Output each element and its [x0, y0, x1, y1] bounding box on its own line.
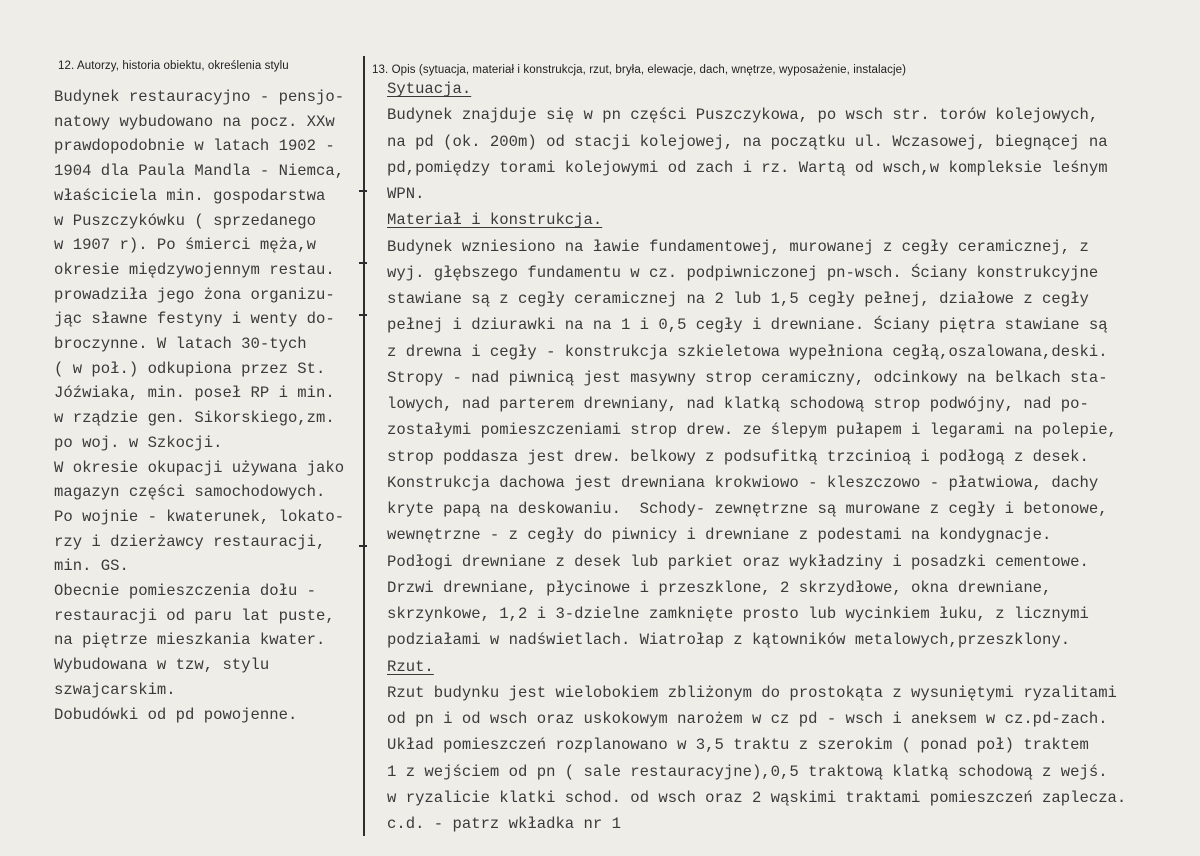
- description-line: 1 z wejściem od pn ( sale restauracyjne),0,5 traktową klatką schodową z wejś.: [387, 762, 1108, 781]
- history-line: rzy i dzierżawcy restauracji,: [54, 532, 326, 551]
- description-line: w ryzalicie klatki schod. od wsch oraz 2 wąskimi traktami pomieszczeń zaplecza.: [387, 788, 1127, 807]
- description-line: WPN.: [387, 185, 425, 203]
- description-line: strop poddasza jest drew. belkowy z podsufitką trzcinioą i podłogą z desek.: [387, 447, 1089, 466]
- description-line: pełnej i dziurawki na na 1 i 0,5 cegły i drewniane. Ściany piętra stawiane są: [387, 316, 1108, 335]
- description-line: stawiane są z cegły ceramicznej na 2 lub 1,5 cegły pełnej, działowe z cegły: [387, 290, 1089, 308]
- history-line: ( w poł.) odkupiona przez St.: [54, 359, 326, 378]
- history-line: szwajcarskim.: [54, 680, 176, 699]
- divider-tick: [359, 314, 367, 316]
- description-line: Konstrukcja dachowa jest drewniana krokwiowo - kleszczowo - płatwiowa, dachy: [387, 473, 1099, 492]
- history-line: w rządzie gen. Sikorskiego,zm.: [54, 409, 335, 428]
- history-line: restauracji od paru lat puste,: [54, 606, 335, 625]
- section-heading: Materiał i konstrukcja.: [387, 211, 603, 230]
- description-line: skrzynkowe, 1,2 i 3-dzielne zamknięte prosto lub wycinkiem łuku, z licznymi: [387, 605, 1089, 623]
- description-line: na pd (ok. 200m) od stacji kolejowej, na początku ul. Wczasowej, biegnącej na: [387, 132, 1108, 151]
- description-line: od pn i od wsch oraz uskokowym narożem w cz pd - wsch i aneksem w cz.pd-zach.: [387, 710, 1108, 728]
- history-line: po woj. w Szkocji.: [54, 433, 223, 452]
- description-line: Budynek wzniesiono na ławie fundamentowej, murowanej z cegły ceramicznej, z: [387, 237, 1089, 256]
- section-heading: Sytuacja.: [387, 80, 472, 98]
- description-line: c.d. - patrz wkładka nr 1: [387, 815, 621, 833]
- history-line: Jóźwiaka, min. poseł RP i min.: [54, 384, 335, 403]
- history-line: w Puszczykówku ( sprzedanego: [54, 211, 317, 230]
- history-line: natowy wybudowano na pocz. XXw: [54, 112, 335, 131]
- description-line: wyj. głębszego fundamentu w cz. podpiwniczonej pn-wsch. Ściany konstrukcyjne: [387, 263, 1099, 282]
- description-line: kryte papą na deskowaniu. Schody- zewnętrzne są murowane z cegły i betonowe,: [387, 500, 1108, 518]
- left-column-header: 12. Autorzy, historia obiektu, określenia stylu: [58, 60, 289, 72]
- description-line: podziałami w nadświetlach. Wiatrołap z kątowników metalowych,przeszklony.: [387, 631, 1071, 650]
- history-line: prawdopodobnie w latach 1902 -: [54, 137, 335, 156]
- divider-tick: [359, 545, 367, 547]
- divider-tick: [359, 262, 367, 264]
- history-line: właściciela min. gospodarstwa: [54, 186, 326, 205]
- right-column-header: 13. Opis (sytuacja, materiał i konstrukcja, rzut, bryła, elewacje, dach, wnętrze, wyposażenie, instalacje): [372, 64, 907, 76]
- divider-tick: [359, 190, 367, 192]
- description-line: z drewna i cegły - konstrukcja szkieletowa wypełniona cegłą,oszalowana,deski.: [387, 342, 1108, 361]
- history-line: okresie międzywojennym restau.: [54, 260, 335, 279]
- history-line: min. GS.: [54, 557, 129, 576]
- description-line: Układ pomieszczeń rozplanowano w 3,5 traktu z szerokim ( ponad poł) traktem: [387, 736, 1089, 755]
- history-line: jąc sławne festyny i wenty do-: [54, 310, 335, 329]
- description-line: Drzwi drewniane, płycinowe i przeszklone, 2 skrzydłowe, okna drewniane,: [387, 578, 1052, 597]
- history-line: w 1907 r). Po śmierci męża,w: [54, 236, 317, 255]
- section-heading: Rzut.: [387, 657, 434, 676]
- description-line: wewnętrzne - z cegły do piwnicy i drewniane z podestami na kondygnacje.: [387, 526, 1052, 545]
- history-line: 1904 dla Paula Mandla - Niemca,: [54, 162, 345, 181]
- history-line: prowadziła jego żona organizu-: [54, 285, 335, 304]
- description-line: Budynek znajduje się w pn części Puszczykowa, po wsch str. torów kolejowych,: [387, 106, 1099, 125]
- description-line: zostałymi pomieszczeniami strop drew. ze ślepym pułapem i legarami na polepie,: [387, 421, 1117, 440]
- history-line: W okresie okupacji używana jako: [54, 458, 345, 477]
- history-line: Po wojnie - kwaterunek, lokato-: [54, 507, 345, 526]
- history-line: broczynne. W latach 30-tych: [54, 335, 307, 353]
- description-line: Stropy - nad piwnicą jest masywny strop ceramiczny, odcinkowy na belkach sta-: [387, 368, 1108, 387]
- history-line: Wybudowana w tzw, stylu: [54, 656, 270, 675]
- history-line: Budynek restauracyjno - pensjo-: [54, 88, 345, 106]
- history-line: Dobudówki od pd powojenne.: [54, 705, 298, 724]
- history-line: Obecnie pomieszczenia dołu -: [54, 582, 317, 600]
- history-line: magazyn części samochodowych.: [54, 483, 326, 502]
- description-line: Rzut budynku jest wielobokiem zbliżonym do prostokąta z wysuniętymi ryzalitami: [387, 683, 1117, 702]
- description-line: pd,pomiędzy torami kolejowymi od zach i rz. Wartą od wsch,w kompleksie leśnym: [387, 158, 1108, 177]
- description-line: lowych, nad parterem drewniany, nad klatką schodową strop podwójny, nad po-: [387, 395, 1089, 413]
- description-line: Podłogi drewniane z desek lub parkiet oraz wykładziny i posadzki cementowe.: [387, 552, 1089, 571]
- history-line: na piętrze mieszkania kwater.: [54, 631, 326, 650]
- column-divider: [363, 56, 365, 836]
